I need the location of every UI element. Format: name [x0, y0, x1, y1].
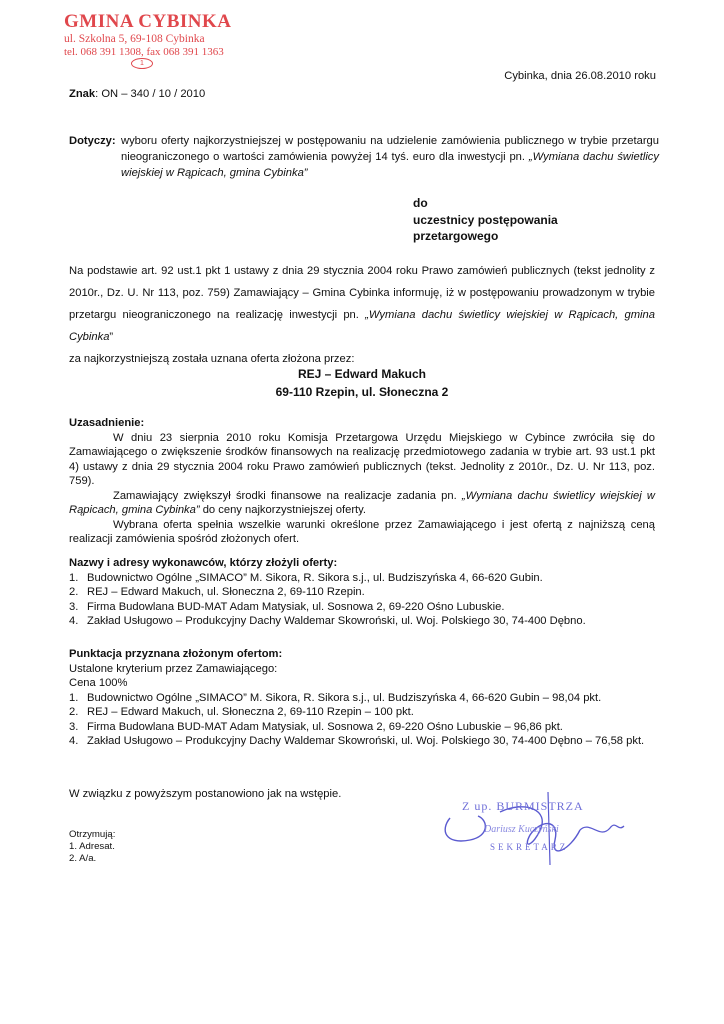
addressee-line: przetargowego: [413, 229, 499, 243]
justification-p2: [69, 489, 655, 518]
subject-label: Dotyczy:: [69, 135, 116, 147]
addressee: [413, 195, 558, 245]
letterhead-name: GMINA CYBINKA: [64, 11, 232, 32]
winner-name: REJ – Edward Makuch: [297, 367, 427, 381]
subject-body: wyboru oferty najkorzystniejszej w postępowaniu na udzielenie zamówienia publicznego w trybie przetargu nieograniczonego o wartości zamówienia powyżej 14 tyś. euro dla inwestycji pn.: [121, 135, 659, 163]
letterhead-page-badge: 1: [131, 58, 153, 69]
date-line: Cybinka, dnia 26.08.2010 roku: [504, 70, 656, 82]
conclusion: W związku z powyższym postanowiono jak na wstępie.: [69, 788, 342, 800]
list-item: [69, 720, 655, 735]
list-item: [69, 600, 655, 615]
justification: [69, 416, 655, 547]
list-text: Zakład Usługowo – Produkcyjny Dachy Waldemar Skowroński, ul. Woj. Polskiego 30, 74-400 Dębno – 76,58 pkt.: [87, 735, 645, 747]
stamp-name: Dariusz Kuczyński: [484, 824, 559, 835]
addressee-line: do: [413, 196, 428, 210]
list-text: REJ – Edward Makuch, ul. Słoneczna 2, 69-110 Rzepin – 100 pkt.: [87, 706, 414, 718]
list-text: Zakład Usługowo – Produkcyjny Dachy Waldemar Skowroński, ul. Woj. Polskiego 30, 74-400 Dębno.: [87, 615, 586, 627]
justification-p2-end: do ceny najkorzystniejszej oferty.: [199, 504, 367, 516]
reference-label: Znak: [69, 88, 96, 100]
subject-title: „Wymiana dachu świetlicy wiejskiej w Rąpicach, gmina Cybinka”: [121, 151, 659, 179]
winner-address: 69-110 Rzepin, ul. Słoneczna 2: [275, 384, 449, 399]
recipients: [69, 829, 115, 865]
subject-text: [121, 133, 659, 181]
justification-p2-title: „Wymiana dachu świetlicy wiejskiej w Rąpicach, gmina Cybinka”: [69, 489, 655, 516]
bidders-heading: Nazwy i adresy wykonawców, którzy złożyli oferty:: [69, 557, 338, 569]
list-text: Firma Budowlana BUD-MAT Adam Matysiak, ul. Sosnowa 2, 69-220 Ośno Lubuskie.: [87, 600, 505, 613]
body-text-end: za najkorzystniejszą została uznana oferta złożona przez:: [69, 353, 355, 365]
list-number: 4.: [69, 615, 79, 627]
body-text: Na podstawie art. 92 ust.1 pkt 1 ustawy z dnia 29 stycznia 2004 roku Prawo zamówień publicznych (tekst jednolity z 2010r., Dz. U. Nr 113, poz. 759) Zamawiający – Gmina Cybinka informuję, iż w postępowaniu prowadzonym w trybie przetargu nieograniczonego na realizację inwestycji pn.: [69, 265, 655, 321]
list-item: [69, 734, 655, 749]
list-number: 2.: [69, 586, 79, 598]
signature-stamp: [430, 790, 640, 870]
list-text: Budownictwo Ogólne „SIMACO” M. Sikora, R. Sikora s.j., ul. Budziszyńska 4, 66-620 Gubin.: [87, 571, 543, 584]
list-item: [69, 705, 655, 720]
justification-p2-text: Zamawiający zwiększył środki finansowe na realizacje zadania pn.: [113, 489, 462, 502]
list-number: 1.: [69, 691, 79, 704]
scores-list: [69, 691, 655, 749]
list-item: [69, 691, 655, 706]
letterhead-address: ul. Szkolna 5, 69-108 Cybinka: [64, 33, 205, 45]
scores-section: [69, 647, 655, 749]
justification-p3: Wybrana oferta spełnia wszelkie warunki określone przez Zamawiającego i jest ofertą z najniższą ceną realizacji zamówienia spośród złożonych ofert.: [69, 518, 655, 545]
reference-value: : ON – 340 / 10 / 2010: [95, 88, 206, 100]
list-text: Budownictwo Ogólne „SIMACO” M. Sikora, R. Sikora s.j., ul. Budziszyńska 4, 66-620 Gubin – 98,04 pkt.: [87, 691, 602, 704]
recipients-heading: Otrzymują:: [69, 829, 116, 840]
bidders-section: [69, 556, 655, 629]
list-number: 2.: [69, 706, 79, 718]
justification-heading: Uzasadnienie:: [69, 417, 145, 429]
list-text: REJ – Edward Makuch, ul. Słoneczna 2, 69-110 Rzepin.: [87, 586, 365, 598]
list-number: 3.: [69, 600, 79, 613]
body-close-quote: ”: [109, 331, 114, 343]
scores-criterion: Ustalone kryterium przez Zamawiającego:: [69, 662, 278, 675]
justification-p1: W dniu 23 sierpnia 2010 roku Komisja Przetargowa Urzędu Miejskiego w Cybince zwróciła się do Zamawiającego o zwiększenie środków finansowych na realizację przedmiotowego zadania w trybie art. 93 ust.1 pkt 4) ustawy z dnia 29 stycznia 2004 roku Prawo zamówień publicznych (tekst. Jednolity z 2010r., Dz. U. Nr 113, poz. 759).: [69, 431, 655, 487]
list-text: Firma Budowlana BUD-MAT Adam Matysiak, ul. Sosnowa 2, 69-220 Ośno Lubuskie – 96,86 pkt.: [87, 720, 563, 733]
list-number: 1.: [69, 571, 79, 584]
recipient-item: 2. A/a.: [69, 853, 97, 864]
scores-heading: Punktacja przyznana złożonym ofertom:: [69, 648, 283, 660]
subject-block: [69, 133, 659, 181]
reference-number: [69, 87, 205, 102]
stamp-title: Z up. BURMISTRZA: [462, 799, 584, 813]
body-title: „Wymiana dachu świetlicy wiejskiej w Rąpicach, gmina Cybinka: [69, 309, 655, 343]
letterhead-phones: tel. 068 391 1308, fax 068 391 1363: [64, 46, 224, 58]
bidders-list: [69, 571, 655, 629]
stamp-role: SEKRETARZ: [490, 842, 569, 852]
list-item: [69, 614, 655, 629]
list-number: 3.: [69, 720, 79, 733]
list-item: [69, 585, 655, 600]
body-paragraph: [69, 260, 655, 370]
winner-block: [69, 366, 655, 401]
scores-price: Cena 100%: [69, 677, 128, 689]
addressee-line: uczestnicy postępowania: [413, 212, 558, 227]
list-item: [69, 571, 655, 586]
list-number: 4.: [69, 735, 79, 747]
recipient-item: 1. Adresat.: [69, 841, 115, 852]
